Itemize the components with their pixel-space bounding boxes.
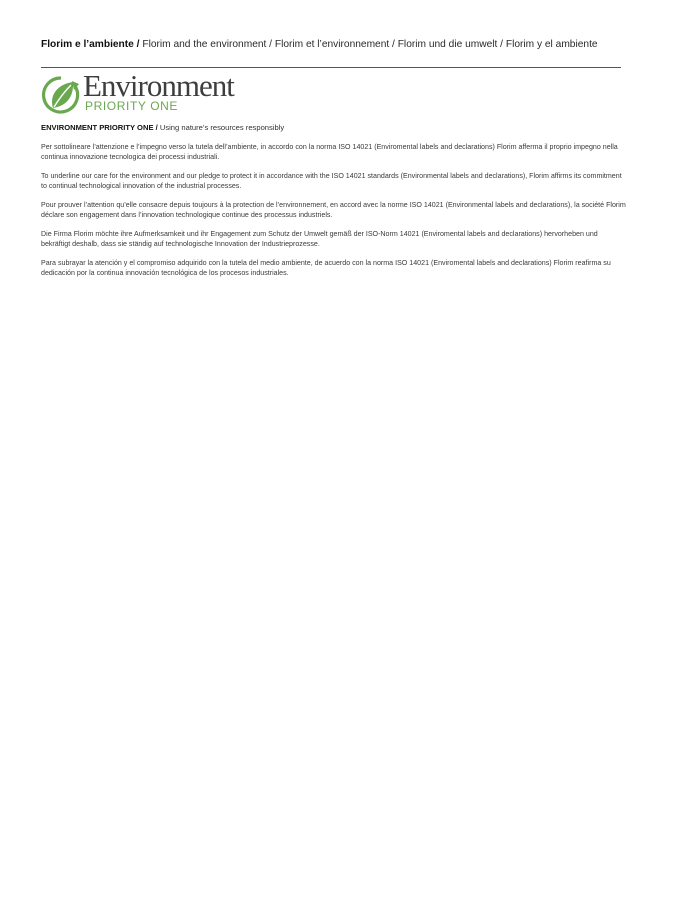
- section-title-bold: ENVIRONMENT PRIORITY ONE /: [41, 123, 158, 132]
- logo-tagline: PRIORITY ONE: [85, 99, 178, 113]
- paragraph-spanish: Para subrayar la atención y el compromiso adquirido con la tutela del medio ambiente, de acuerdo con la norma ISO 14021 (Enviromental labels and declarations) Florim reafirma su dedicación por la continua innovación tecnológica de los procesos industriales.: [41, 259, 611, 277]
- header-title-rest: Florim and the environment / Florim et l’environnement / Florim und die umwelt / Florim y el ambiente: [139, 39, 598, 50]
- paragraph-english: To underline our care for the environment and our pledge to protect it in accordance with the ISO 14021 standards (Environmental labels and declarations), Florim affirms its commitment to continual technological innovation of the industrial processes.: [41, 172, 622, 190]
- page-header: [41, 38, 621, 52]
- logo-wordmark: Environment: [83, 68, 234, 103]
- paragraph-german: Die Firma Florim möchte ihre Aufmerksamkeit und ihr Engagement zum Schutz der Umwelt gemäß der ISO-Norm 14021 (Enviromental labels and declarations) hervorheben und bekräftigt deshalb, dass sie ständig auf technologische Innovation der Industrieprozesse.: [41, 230, 598, 248]
- environment-logo: [41, 68, 241, 118]
- leaf-recycle-icon: [41, 72, 81, 118]
- section-title: [41, 123, 621, 133]
- header-title-bold: Florim e l’ambiente /: [41, 39, 140, 50]
- paragraph-italian: Per sottolineare l’attenzione e l’impegno verso la tutela dell’ambiente, in accordo con la norma ISO 14021 (Enviromental labels and declarations) Florim afferma il proprio impegno nella continua innovazione tecnologica dei processi industriali.: [41, 143, 618, 161]
- paragraph-french: Pour prouver l’attention qu’elle consacre depuis toujours à la protection de l’environnement, en accord avec la norme ISO 14021 (Environmental labels and declarations), la société Florim déclare son engagement dans l’innovation technologique continue des processus industriels.: [41, 201, 626, 219]
- section-title-rest: Using nature’s resources responsibly: [157, 123, 285, 132]
